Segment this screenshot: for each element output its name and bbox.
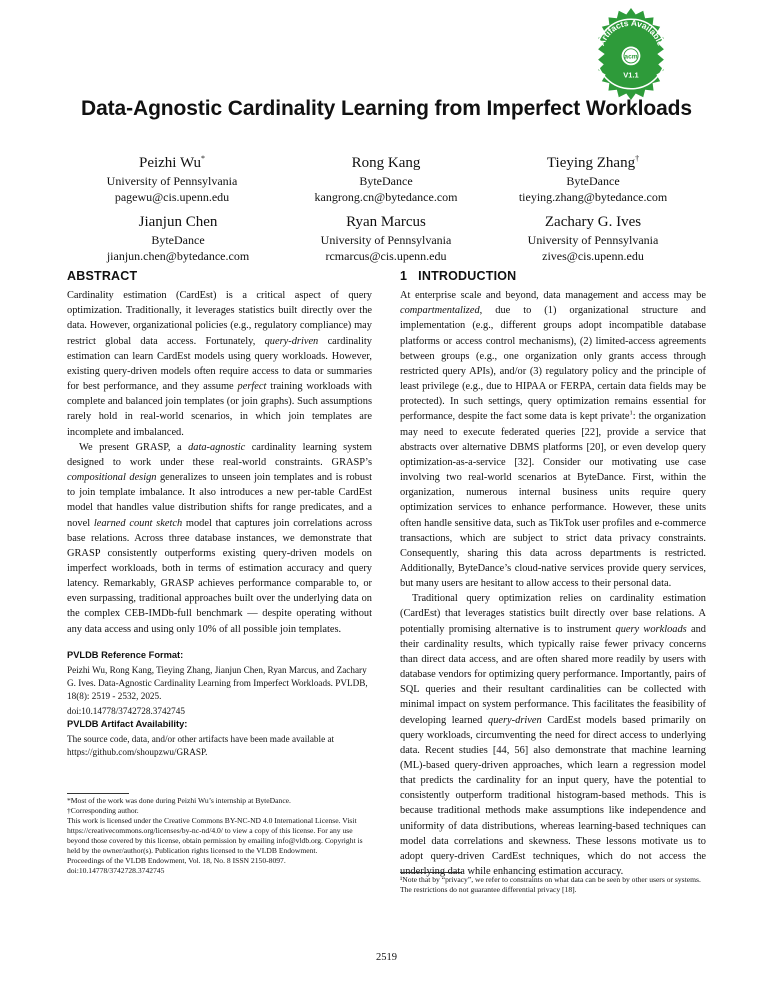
pvldb-artifact-heading: PVLDB Artifact Availability: [67, 719, 188, 729]
left-footnotes [67, 796, 373, 876]
abstract-paragraph: We present GRASP, a data-agnostic cardinality learning system designed to work under these real-world constraints. GRASP’s compositional design generalizes to unseen join templates and is robust to join template imbalance. It also introduces a new per-table CardEst model that handles value distribution shifts for range predicates, and a novel learned count sketch model that captures join correlations across base relations. Across three database instances, we demonstrate that GRASP consistently outperforms existing query-driven models on imperfect workloads, both in terms of estimation accuracy and query latency. Remarkably, GRASP achieves performance comparable to, or even surpassing, traditional approaches built over the underlying data on the complex CEB-IMDb-full benchmark — despite operating without any data access and using only 10% of all possible join templates. [67, 441, 372, 635]
abstract-paragraph: Cardinality estimation (CardEst) is a critical aspect of query optimization. Traditionally, it leverages statistics built directly over the data. However, organizational policies (e.g., regulatory compliance) may restrict global data access. Fortunately, query-driven cardinality estimation can learn CardEst models using query workloads. However, existing query-driven models often require access to data or summaries for best performance, and they assume perfect training workloads with complete and balanced join templates (or join graphs). Such assumptions rarely hold in real-world scenarios, in which join templates are incomplete and imbalanced. [67, 290, 372, 438]
author-name: Tieying Zhang† [546, 154, 640, 171]
abstract-section [67, 269, 372, 637]
footnote-internship: *Most of the work was done during Peizhi Wu’s internship at ByteDance. [67, 796, 291, 805]
author-email: zives@cis.upenn.edu [542, 249, 644, 263]
author-name: Rong Kang [351, 155, 421, 171]
acm-logo-text: acm [624, 53, 638, 61]
author-affiliation: University of Pennsylvania [527, 233, 659, 247]
footnote-doi: doi:10.14778/3742728.3742745 [67, 866, 165, 875]
author-name: Zachary G. Ives [544, 214, 642, 230]
pvldb-artifact [67, 718, 372, 759]
author-email: tieying.zhang@bytedance.com [518, 190, 668, 204]
pvldb-artifact-text: The source code, data, and/or other artifacts have been made available at https://github.com/shoupzwu/GRASP. [67, 734, 335, 757]
artifacts-available-badge [584, 7, 678, 101]
author-block [478, 212, 708, 264]
author-affiliation: ByteDance [566, 174, 620, 188]
author-affiliation: University of Pennsylvania [106, 174, 238, 188]
intro-paragraph: Traditional query optimization relies on cardinality estimation (CardEst) that leverages statistics built directly over base relations. A potentially promising alternative is to instrument query workloads and their cardinality results, which typically raise fewer privacy concerns than direct data access, and are often shared more readily by users with database vendors for optimizing query performance. Importantly, pairs of SQL queries and their resultant cardinalities can be collected with minimal impact on system performance. This facilitates the feasibility of developing learned query-driven CardEst models based primarily on query workloads, circumventing the need for direct access to underlying data. Recent studies [44, 56] also demonstrate that machine learning (ML)-based query-driven approaches, which learn a regression model that predicts the cardinality for an input query, have the potential to consistently outperform traditional histogram-based methods. This is because traditional methods make assumptions like independence and uniformity of data distributions, whereas learning-based techniques can model data correlations and skewness. These lessons motivate us to adopt query-driven CardEst techniques, which do not access the underlying data while enhancing estimation accuracy. [400, 593, 707, 878]
paper-title: Data-Agnostic Cardinality Learning from Imperfect Workloads [81, 97, 692, 120]
author-name: Ryan Marcus [346, 214, 426, 230]
pvldb-reference-doi: doi:10.14778/3742728.3742745 [67, 706, 185, 716]
page-number: 2519 [376, 952, 397, 963]
introduction-heading: 1 INTRODUCTION [400, 269, 517, 283]
author-email: kangrong.cn@bytedance.com [314, 190, 458, 204]
author-email: jianjun.chen@bytedance.com [106, 249, 250, 263]
author-block [57, 153, 287, 205]
badge-version: V1.1 [623, 70, 639, 80]
footnote-rule [400, 872, 462, 873]
footnote-rule [67, 793, 129, 794]
badge-top-text: Artifacts Available [596, 17, 666, 48]
pvldb-reference [67, 649, 372, 718]
pvldb-reference-text: Peizhi Wu, Rong Kang, Tieying Zhang, Jianjun Chen, Ryan Marcus, and Zachary G. Ives. Data-Agnostic Cardinality Learning from Imperfect Workloads. PVLDB, 18(8): 2519 - 2532, 2025. [67, 665, 368, 701]
author-email: rcmarcus@cis.upenn.edu [325, 249, 447, 263]
author-block [478, 153, 708, 205]
license-notice: This work is licensed under the Creative Commons BY-NC-ND 4.0 International License. Visit https://creativecommons.org/licenses/by-nc-nd/4.0/ to view a copy of this license. For any use beyond those covered by this license, obtain permission by emailing info@vldb.org. Copyright is held by the owner/author(s). Publication rights licensed to the VLDB Endowment. [67, 816, 363, 855]
intro-paragraph: At enterprise scale and beyond, data management and access may be compartmentalized, due to (1) organizational structure and implementation (e.g., different groups adopt incompatible database platforms or access control mechanisms), (2) limited-access agreements between groups (e.g., one organization only grants access through restricted query APIs), and/or (3) regulatory policy and the principle of least privilege (e.g., due to HIPAA or FERPA, certain data fields may be protected). In such settings, query optimization remains essential for performance, despite the fact some data is kept private$^1$: the organization may need to execute federated queries [22], provide a service that abstracts over alternative DBMS platforms [20], or even develop query optimization-as-a-service [32]. Consider our motivating use case involving two real-world scenarios at ByteDance. First, within the organization, numerous internal business units require query optimization services to enhance performance. However, these units often handle sensitive data, such as TikTok user profiles and e-commerce transactions, which are subject to strict data privacy constraints. Consequently, sharing this data across departments is restricted. Additionally, ByteDance’s cloud-native services provide query services, but many users are hesitant to allow access to their personal data. [400, 290, 706, 590]
proceedings-notice: Proceedings of the VLDB Endowment, Vol. 18, No. 8 ISSN 2150-8097. [67, 856, 286, 865]
intro-footnote [400, 875, 706, 895]
abstract-heading: ABSTRACT [67, 269, 138, 283]
author-affiliation: University of Pennsylvania [320, 233, 452, 247]
author-block [271, 212, 501, 264]
footnote-corresponding: †Corresponding author. [67, 806, 139, 815]
author-email: pagewu@cis.upenn.edu [114, 190, 230, 204]
author-name: Jianjun Chen [138, 214, 218, 230]
author-block [63, 212, 293, 264]
privacy-footnote: ¹Note that by “privacy”, we refer to constraints on what data can be seen by other users or systems. The restrictions do not guarantee differential privacy [18]. [400, 875, 701, 894]
introduction-section [400, 269, 706, 879]
author-affiliation: ByteDance [359, 174, 413, 188]
author-name: Peizhi Wu* [138, 154, 206, 171]
author-block [271, 153, 501, 205]
author-affiliation: ByteDance [151, 233, 205, 247]
pvldb-reference-heading: PVLDB Reference Format: [67, 650, 184, 660]
